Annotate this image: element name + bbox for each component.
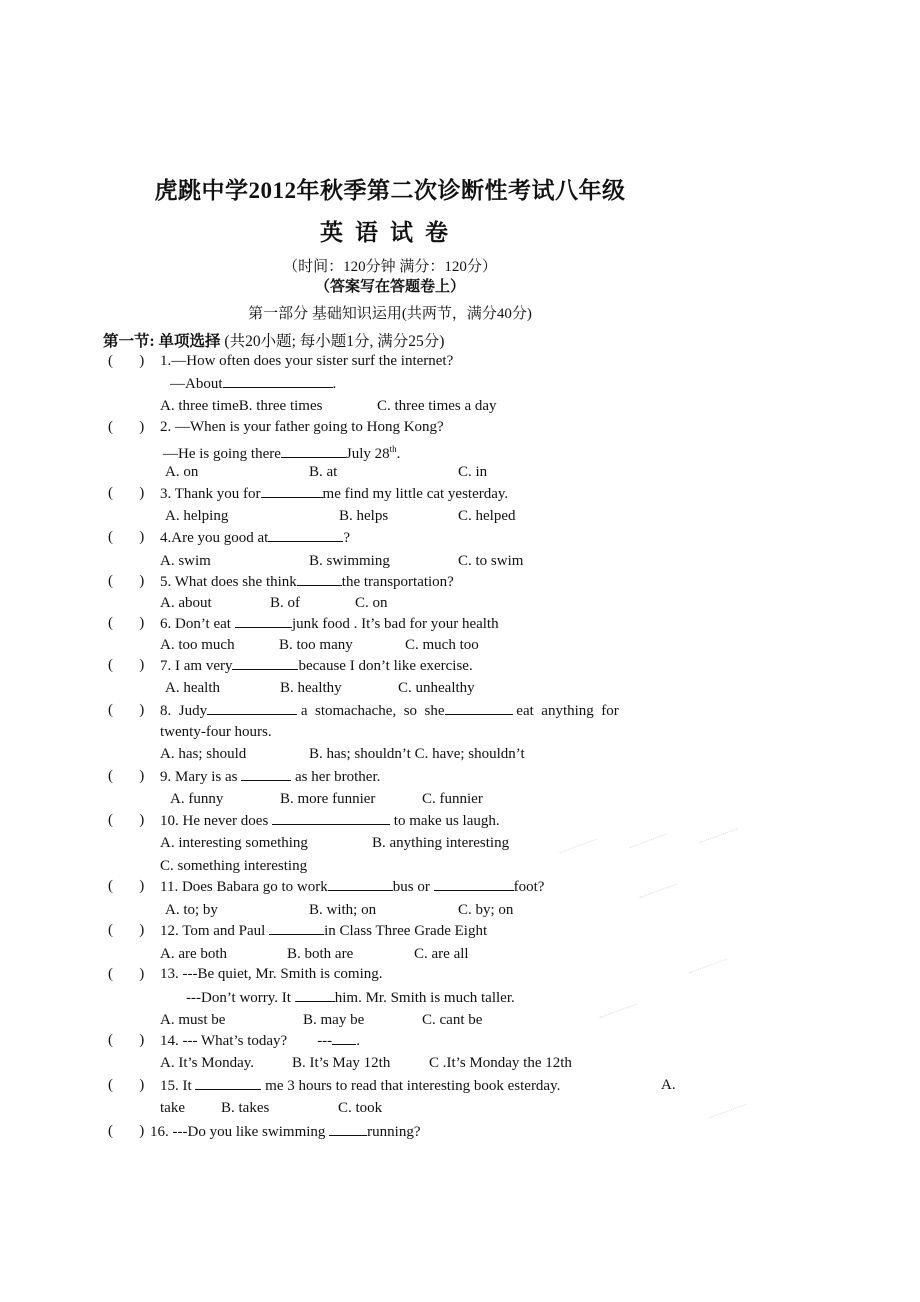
question-13: 13. ---Be quiet, Mr. Smith is coming. <box>160 966 383 982</box>
section-label: 第一节: 单项选择 <box>103 333 221 350</box>
option-a: A. to; by <box>165 902 218 918</box>
option-c: C. three times a day <box>377 398 497 414</box>
option-b: B. of <box>270 595 300 611</box>
question-12: 12. Tom and Paul in Class Three Grade Eight <box>160 923 488 939</box>
watermark-mark <box>689 958 730 982</box>
question-9: 9. Mary is as as her brother. <box>160 769 381 785</box>
option-b: B. takes <box>221 1100 270 1116</box>
answer-paren: ( ) <box>108 529 145 545</box>
watermark-mark <box>559 838 600 862</box>
option-b: B. more funnier <box>280 791 376 807</box>
option-c: C. something interesting <box>160 858 308 874</box>
option-a: take <box>160 1100 185 1116</box>
answer-paren: ( ) <box>108 353 145 369</box>
part-heading: 第一部分 基础知识运用(共两节，满分40分) <box>248 306 532 322</box>
option-b: B. healthy <box>280 680 342 696</box>
answer-paren: ( ) <box>108 702 145 718</box>
option-b: B. It’s May 12th <box>292 1055 391 1071</box>
section-desc: (共20小题; 每小题1分, 满分25分) <box>224 333 445 350</box>
question-1: 1.—How often does your sister surf the internet? <box>160 353 454 369</box>
question-14: 14. --- What’s today? --- . <box>160 1033 360 1049</box>
option-b: B. may be <box>303 1012 365 1028</box>
answer-paren: ( ) <box>108 615 145 631</box>
question-10: 10. He never does to make us laugh. <box>160 813 500 829</box>
option-c: C .It’s Monday the 12th <box>429 1055 572 1071</box>
option-b: B. anything interesting <box>372 835 510 851</box>
watermark-mark <box>629 833 670 857</box>
question-2-line2: —He is going there July 28th. <box>163 444 401 462</box>
option-a: A. about <box>160 595 212 611</box>
question-15: 15. It me 3 hours to read that interesting book esterday. <box>160 1078 561 1094</box>
watermark-mark <box>599 1003 640 1027</box>
option-a: A. funny <box>170 791 224 807</box>
question-1-line2: —About . <box>170 376 337 392</box>
exam-info: （时间：120分钟 满分：120分） <box>283 259 497 275</box>
question-8: 8. Judy a stomachache, so she eat anything for <box>160 703 619 719</box>
watermark-mark <box>699 828 740 852</box>
watermark-mark <box>709 1103 750 1127</box>
option-a: A. are both <box>160 946 228 962</box>
exam-note: （答案写在答题卷上） <box>314 279 465 295</box>
answer-paren: ( ) <box>108 573 145 589</box>
answer-paren: ( ) <box>108 657 145 673</box>
question-3: 3. Thank you for me find my little cat yesterday. <box>160 486 509 502</box>
question-5: 5. What does she think the transportation? <box>160 574 454 590</box>
option-a: A. has; should <box>160 746 247 762</box>
question-4: 4.Are you good at ? <box>160 530 350 546</box>
option-c: C. cant be <box>422 1012 483 1028</box>
option-c: C. by; on <box>458 902 514 918</box>
option-b: B. too many <box>279 637 353 653</box>
option-c: C. helped <box>458 508 516 524</box>
answer-paren: ( ) <box>108 485 145 501</box>
watermark-mark <box>639 883 680 907</box>
option-a-letter: A. <box>661 1077 676 1093</box>
answer-paren: ( ) <box>108 1032 145 1048</box>
option-a: A. too much <box>160 637 235 653</box>
option-c: C. on <box>355 595 388 611</box>
section-heading <box>103 329 444 351</box>
answer-paren: ( ) <box>108 419 145 435</box>
option-a: A. helping <box>165 508 229 524</box>
question-13-line2: ---Don’t worry. It him. Mr. Smith is much taller. <box>186 990 515 1006</box>
question-8-line2: twenty-four hours. <box>160 724 272 740</box>
answer-paren: ( ) <box>108 922 145 938</box>
option-a: A. It’s Monday. <box>160 1055 255 1071</box>
question-6: 6. Don’t eat junk food . It’s bad for your health <box>160 616 499 632</box>
option-c: C. are all <box>414 946 469 962</box>
answer-paren: ( ) <box>108 966 145 982</box>
option-b: B. has; shouldn’t C. have; shouldn’t <box>309 746 525 762</box>
option-c: C. funnier <box>422 791 483 807</box>
answer-paren: ( ) <box>108 812 145 828</box>
answer-paren: ( ) <box>108 1077 145 1093</box>
option-c: C. to swim <box>458 553 524 569</box>
option-c: C. much too <box>405 637 479 653</box>
option-a: A. on <box>165 464 199 480</box>
option-c: C. in <box>458 464 488 480</box>
option-a: A. health <box>165 680 220 696</box>
exam-subtitle: 英语试卷 <box>320 220 460 245</box>
option-a: A. must be <box>160 1012 226 1028</box>
answer-paren: ( ) <box>108 878 145 894</box>
option-c: C. unhealthy <box>398 680 475 696</box>
exam-title: 虎跳中学2012年秋季第二次诊断性考试八年级 <box>154 178 626 203</box>
question-7: 7. I am very because I don’t like exercise. <box>160 658 473 674</box>
option-b: B. with; on <box>309 902 377 918</box>
option-b: B. swimming <box>309 553 390 569</box>
question-16: 16. ---Do you like swimming running? <box>150 1124 421 1140</box>
answer-paren: ( ) <box>108 768 145 784</box>
answer-paren: ( ) <box>108 1123 145 1139</box>
question-2: 2. —When is your father going to Hong Kong? <box>160 419 444 435</box>
question-11: 11. Does Babara go to work bus or foot? <box>160 879 545 895</box>
option-b: B. at <box>309 464 338 480</box>
option-b: B. both are <box>287 946 354 962</box>
option-b: B. helps <box>339 508 389 524</box>
option-a: A. swim <box>160 553 211 569</box>
option-a: A. interesting something <box>160 835 308 851</box>
option-c: C. took <box>338 1100 383 1116</box>
option-a: A. three timeB. three times <box>160 398 323 414</box>
